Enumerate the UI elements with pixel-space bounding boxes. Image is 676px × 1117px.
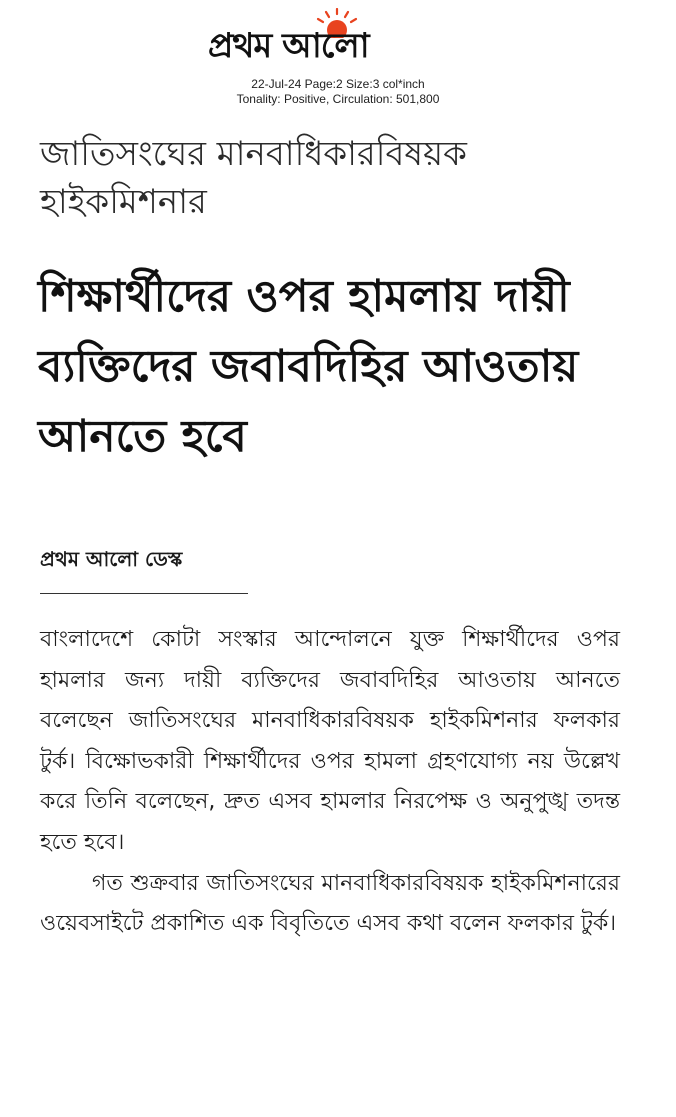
article-headline: শিক্ষার্থীদের ওপর হামলায় দায়ী ব্যক্তিদের জবাবদিহির আওতায় আনতে হবে (38, 271, 579, 462)
article-byline: প্রথম আলো ডেস্ক (40, 547, 183, 571)
article-kicker: জাতিসংঘের মানবাধিকারবিষয়ক হাইকমিশনার (40, 134, 467, 222)
article-paragraph: বাংলাদেশে কোটা সংস্কার আন্দোলনে যুক্ত শিক্ষার্থীদের ওপর হামলার জন্য দায়ী ব্যক্তিদের জবাবদিহির আওতায় আনতে বলেছেন জাতিসংঘের মানবাধিকারবিষয়ক হাইকমিশনার ফলকার টুর্ক। বিক্ষোভকারী শিক্ষার্থীদের ওপর হামলা গ্রহণযোগ্য নয় উল্লেখ করে তিনি বলেছেন, দ্রুত এসব হামলার নিরপেক্ষ ও অনুপুঙ্খ তদন্ত হতে হবে। (40, 627, 620, 855)
masthead (0, 0, 676, 110)
article-paragraph: গত শুক্রবার জাতিসংঘের মানবাধিকারবিষয়ক হাইকমিশনারের ওয়েবসাইটে প্রকাশিত এক বিবৃতিতে এসব কথা বলেন ফলকার টুর্ক। (40, 870, 620, 937)
logo-text: প্রথম আলো (208, 26, 369, 66)
byline-divider (40, 593, 248, 594)
clip-meta: 22-Jul-24 Page:2 Size:3 col*inch (251, 77, 425, 91)
clip-tonality: Tonality: Positive, Circulation: 501,800 (236, 92, 440, 106)
article-body (40, 620, 620, 945)
newspaper-logo (200, 6, 480, 70)
